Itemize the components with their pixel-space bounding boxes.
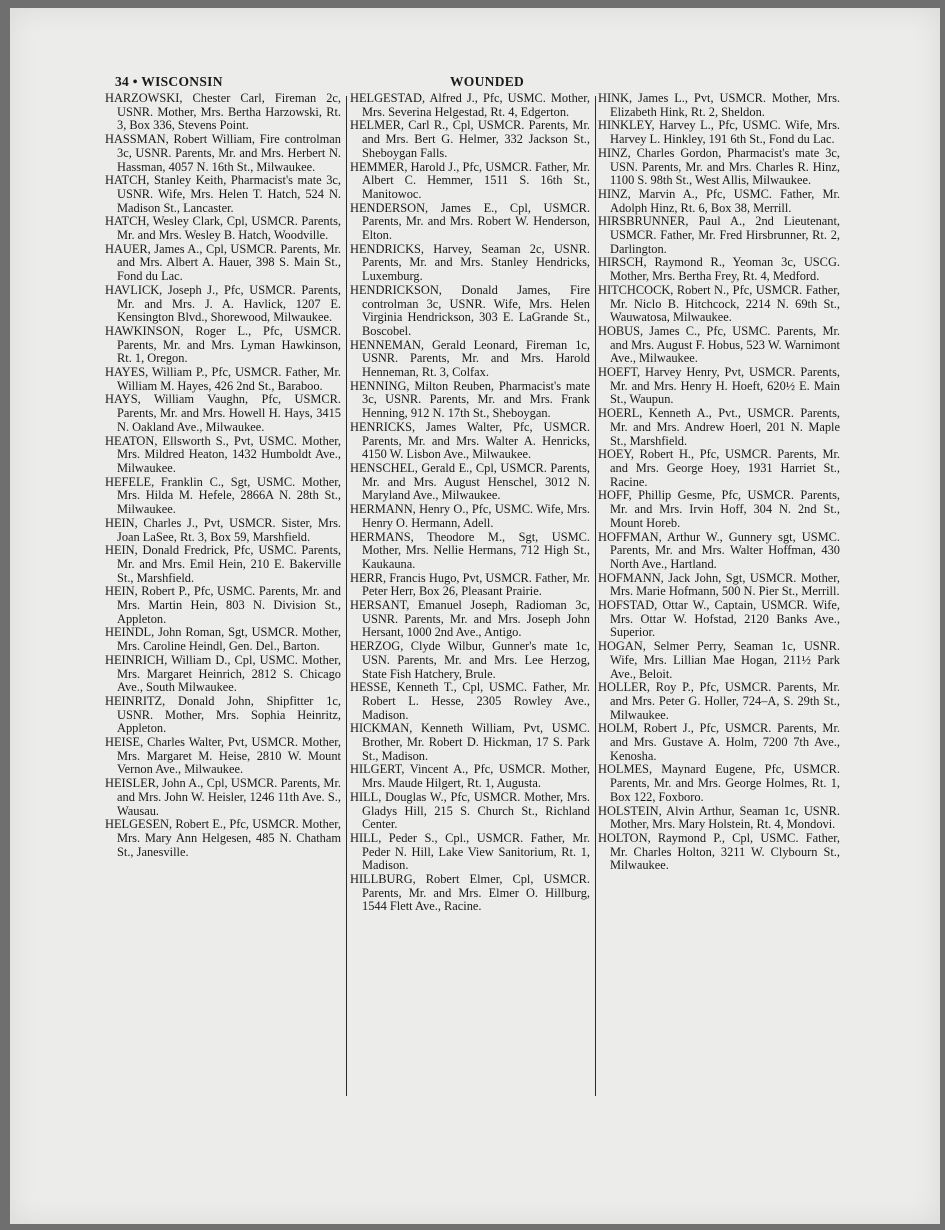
casualty-entry: HEISLER, John A., Cpl, USMCR. Parents, Mr. and Mrs. John W. Heisler, 1246 11th Ave. S., Wausau. bbox=[105, 776, 341, 818]
casualty-entry: HERSANT, Emanuel Joseph, Radioman 3c, USNR. Parents, Mr. and Mrs. Joseph John Hersant, 1000 2nd Ave., Antigo. bbox=[350, 598, 590, 640]
casualty-entry: HATCH, Stanley Keith, Pharmacist's mate 3c, USNR. Wife, Mrs. Helen T. Hatch, 524 N. Madison St., Lancaster. bbox=[105, 173, 341, 215]
casualty-entry: HAUER, James A., Cpl, USMCR. Parents, Mr. and Mrs. Albert A. Hauer, 398 S. Main St., Fond du Lac. bbox=[105, 241, 341, 284]
casualty-entry: HILL, Douglas W., Pfc, USMCR. Mother, Mrs. Gladys Hill, 215 S. Church St., Richland Center. bbox=[350, 789, 590, 832]
casualty-entry: HINK, James L., Pvt, USMCR. Mother, Mrs. Elizabeth Hink, Rt. 2, Sheldon. bbox=[598, 92, 840, 119]
casualty-entry: HIRSBRUNNER, Paul A., 2nd Lieutenant, USMCR. Father, Mr. Fred Hirsbrunner, Rt. 2, Darlington. bbox=[598, 214, 840, 256]
text-column-1 bbox=[105, 92, 341, 1112]
casualty-entry: HEATON, Ellsworth S., Pvt, USMC. Mother, Mrs. Mildred Heaton, 1432 Humboldt Ave., Milwaukee. bbox=[105, 433, 341, 475]
casualty-entry: HEINDL, John Roman, Sgt, USMCR. Mother, Mrs. Caroline Heindl, Gen. Del., Barton. bbox=[105, 625, 341, 654]
casualty-entry: HENDRICKSON, Donald James, Fire controlman 3c, USNR. Wife, Mrs. Helen Virginia Hendrickson, 303 E. LaGrande St., Boscobel. bbox=[350, 282, 590, 338]
casualty-entry: HOFFMAN, Arthur W., Gunnery sgt, USMC. Parents, Mr. and Mrs. Walter Hoffman, 430 North Ave., Hartland. bbox=[598, 529, 840, 571]
casualty-entry: HINKLEY, Harvey L., Pfc, USMC. Wife, Mrs. Harvey L. Hinkley, 191 6th St., Fond du Lac. bbox=[598, 118, 840, 147]
page-header bbox=[115, 74, 857, 94]
casualty-entry: HELGESTAD, Alfred J., Pfc, USMC. Mother, Mrs. Severina Helgestad, Rt. 4, Edgerton. bbox=[350, 92, 590, 119]
casualty-entry: HARZOWSKI, Chester Carl, Fireman 2c, USNR. Mother, Mrs. Bertha Harzowski, Rt. 3, Box 336, Stevens Point. bbox=[105, 92, 341, 133]
casualty-entry: HICKMAN, Kenneth William, Pvt, USMC. Brother, Mr. Robert D. Hickman, 17 S. Park St., Madison. bbox=[350, 721, 590, 763]
casualty-entry: HOLMES, Maynard Eugene, Pfc, USMCR. Parents, Mr. and Mrs. George Holmes, Rt. 1, Box 122, Foxboro. bbox=[598, 762, 840, 804]
casualty-entry: HOFMANN, Jack John, Sgt, USMCR. Mother, Mrs. Marie Hofmann, 500 N. Pier St., Merrill. bbox=[598, 570, 840, 599]
casualty-entry: HAVLICK, Joseph J., Pfc, USMCR. Parents, Mr. and Mrs. J. A. Havlick, 1207 E. Kensington Blvd., Shorewood, Milwaukee. bbox=[105, 282, 341, 325]
casualty-entry: HINZ, Charles Gordon, Pharmacist's mate 3c, USN. Parents, Mr. and Mrs. Charles R. Hinz, 1100 S. 98th St., West Allis, Milwaukee. bbox=[598, 145, 840, 188]
casualty-entry: HENNING, Milton Reuben, Pharmacist's mate 3c, USNR. Parents, Mr. and Mrs. Frank Henning, 912 N. 17th St., Sheboygan. bbox=[350, 378, 590, 421]
casualty-entry: HOFSTAD, Ottar W., Captain, USMCR. Wife, Mrs. Ottar W. Hofstad, 2120 Banks Ave., Superior. bbox=[598, 598, 840, 640]
casualty-entry: HESSE, Kenneth T., Cpl, USMC. Father, Mr. Robert L. Hesse, 2305 Rowley Ave., Madison. bbox=[350, 680, 590, 722]
casualty-entry: HEMMER, Harold J., Pfc, USMCR. Father, Mr. Albert C. Hemmer, 1511 S. 16th St., Manitowoc. bbox=[350, 159, 590, 201]
casualty-entry: HENNEMAN, Gerald Leonard, Fireman 1c, USNR. Parents, Mr. and Mrs. Harold Henneman, Rt. 3, Colfax. bbox=[350, 337, 590, 380]
state-name: WISCONSIN bbox=[141, 74, 223, 89]
casualty-entry: HEIN, Robert P., Pfc, USMC. Parents, Mr. and Mrs. Martin Hein, 803 N. Division St., Appleton. bbox=[105, 584, 341, 626]
casualty-entry: HERMANS, Theodore M., Sgt, USMC. Mother, Mrs. Nellie Hermans, 712 High St., Kaukauna. bbox=[350, 529, 590, 571]
casualty-entry: HOLLER, Roy P., Pfc, USMCR. Parents, Mr. and Mrs. Peter G. Holler, 724–A, S. 29th St., Milwaukee. bbox=[598, 680, 840, 722]
casualty-entry: HIRSCH, Raymond R., Yeoman 3c, USCG. Mother, Mrs. Bertha Frey, Rt. 4, Medford. bbox=[598, 255, 840, 284]
casualty-entry: HATCH, Wesley Clark, Cpl, USMCR. Parents, Mr. and Mrs. Wesley B. Hatch, Woodville. bbox=[105, 214, 341, 243]
casualty-entry: HERZOG, Clyde Wilbur, Gunner's mate 1c, USN. Parents, Mr. and Mrs. Lee Herzog, State Fish Hatchery, Brule. bbox=[350, 639, 590, 681]
casualty-entry: HEIN, Charles J., Pvt, USMCR. Sister, Mrs. Joan LaSee, Rt. 3, Box 59, Marshfield. bbox=[105, 515, 341, 544]
casualty-entry: HASSMAN, Robert William, Fire controlman 3c, USNR. Parents, Mr. and Mrs. Herbert N. Hassman, 4057 N. 16th St., Milwaukee. bbox=[105, 132, 341, 174]
column-divider bbox=[346, 96, 347, 1096]
page-number: 34 bbox=[115, 74, 130, 89]
casualty-entry: HERMANN, Henry O., Pfc, USMC. Wife, Mrs. Henry O. Hermann, Adell. bbox=[350, 502, 590, 530]
casualty-entry: HOGAN, Selmer Perry, Seaman 1c, USNR. Wife, Mrs. Lillian Mae Hogan, 211½ Park Ave., Beloit. bbox=[598, 639, 840, 681]
casualty-entry: HOEFT, Harvey Henry, Pvt, USMCR. Parents, Mr. and Mrs. Henry H. Hoeft, 620½ E. Main St., Waupun. bbox=[598, 365, 840, 407]
casualty-entry: HAYES, William P., Pfc, USMCR. Father, Mr. William M. Hayes, 426 2nd St., Baraboo. bbox=[105, 365, 341, 393]
casualty-entry: HELMER, Carl R., Cpl, USMCR. Parents, Mr. and Mrs. Bert G. Helmer, 332 Jackson St., Sheboygan Falls. bbox=[350, 118, 590, 160]
text-column-3 bbox=[598, 92, 840, 1112]
casualty-entry: HOBUS, James C., Pfc, USMC. Parents, Mr. and Mrs. August F. Hobus, 523 W. Warnimont Ave., Milwaukee. bbox=[598, 323, 840, 366]
casualty-entry: HENDERSON, James E., Cpl, USMCR. Parents, Mr. and Mrs. Robert W. Henderson, Elton. bbox=[350, 200, 590, 243]
casualty-entry: HILLBURG, Robert Elmer, Cpl, USMCR. Parents, Mr. and Mrs. Elmer O. Hillburg, 1544 Flett Ave., Racine. bbox=[350, 872, 590, 914]
casualty-entry: HILGERT, Vincent A., Pfc, USMCR. Mother, Mrs. Maude Hilgert, Rt. 1, Augusta. bbox=[350, 762, 590, 791]
casualty-entry: HEFELE, Franklin C., Sgt, USMC. Mother, Mrs. Hilda M. Hefele, 2866A N. 28th St., Milwaukee. bbox=[105, 474, 341, 517]
header-bullet: • bbox=[132, 74, 138, 89]
casualty-entry: HILL, Peder S., Cpl., USMCR. Father, Mr. Peder N. Hill, Lake View Sanitorium, Rt. 1, Madison. bbox=[350, 830, 590, 873]
casualty-entry: HOFF, Phillip Gesme, Pfc, USMCR. Parents, Mr. and Mrs. Irvin Hoff, 304 N. 2nd St., Mount Horeb. bbox=[598, 488, 840, 530]
section-title: WOUNDED bbox=[450, 74, 525, 89]
casualty-entry: HOERL, Kenneth A., Pvt., USMCR. Parents, Mr. and Mrs. Andrew Hoerl, 201 N. Maple St., Marshfield. bbox=[598, 406, 840, 448]
casualty-entry: HOLSTEIN, Alvin Arthur, Seaman 1c, USNR. Mother, Mrs. Mary Holstein, Rt. 4, Mondovi. bbox=[598, 803, 840, 832]
text-column-2 bbox=[350, 92, 590, 1112]
casualty-entry: HAYS, William Vaughn, Pfc, USMCR. Parents, Mr. and Mrs. Howell H. Hays, 3415 N. Oakland Ave., Milwaukee. bbox=[105, 392, 341, 434]
casualty-entry: HENRICKS, James Walter, Pfc, USMCR. Parents, Mr. and Mrs. Walter A. Henricks, 4150 W. Lisbon Ave., Milwaukee. bbox=[350, 419, 590, 462]
casualty-entry: HEIN, Donald Fredrick, Pfc, USMC. Parents, Mr. and Mrs. Emil Hein, 210 E. Bakerville St., Marshfield. bbox=[105, 543, 341, 585]
casualty-entry: HOLM, Robert J., Pfc, USMCR. Parents, Mr. and Mrs. Gustave A. Holm, 7200 7th Ave., Kenosha. bbox=[598, 721, 840, 763]
casualty-entry: HAWKINSON, Roger L., Pfc, USMCR. Parents, Mr. and Mrs. Lyman Hawkinson, Rt. 1, Oregon. bbox=[105, 323, 341, 366]
casualty-entry: HOEY, Robert H., Pfc, USMCR. Parents, Mr. and Mrs. George Hoey, 1931 Harriet St., Racine. bbox=[598, 447, 840, 489]
column-divider bbox=[595, 96, 596, 1096]
casualty-entry: HINZ, Marvin A., Pfc, USMC. Father, Mr. Adolph Hinz, Rt. 6, Box 38, Merrill. bbox=[598, 186, 840, 215]
casualty-entry: HENSCHEL, Gerald E., Cpl, USMCR. Parents, Mr. and Mrs. August Henschel, 3012 N. Maryland Ave., Milwaukee. bbox=[350, 460, 590, 503]
casualty-entry: HOLTON, Raymond P., Cpl, USMC. Father, Mr. Charles Holton, 3211 W. Clybourn St., Milwaukee. bbox=[598, 830, 840, 873]
casualty-entry: HEISE, Charles Walter, Pvt, USMCR. Mother, Mrs. Margaret M. Heise, 2810 W. Mount Vernon Ave., Milwaukee. bbox=[105, 735, 341, 777]
casualty-entry: HENDRICKS, Harvey, Seaman 2c, USNR. Parents, Mr. and Mrs. Stanley Hendricks, Luxemburg. bbox=[350, 241, 590, 284]
casualty-entry: HERR, Francis Hugo, Pvt, USMCR. Father, Mr. Peter Herr, Box 26, Pleasant Prairie. bbox=[350, 570, 590, 599]
casualty-entry: HELGESEN, Robert E., Pfc, USMCR. Mother, Mrs. Mary Ann Helgesen, 485 N. Chatham St., Janesville. bbox=[105, 817, 341, 859]
casualty-entry: HITCHCOCK, Robert N., Pfc, USMCR. Father, Mr. Niclo B. Hitchcock, 2214 N. 69th St., Wauwatosa, Milwaukee. bbox=[598, 282, 840, 325]
header-left bbox=[115, 74, 223, 90]
casualty-entry: HEINRICH, William D., Cpl, USMC. Mother, Mrs. Margaret Heinrich, 2812 S. Chicago Ave., South Milwaukee. bbox=[105, 652, 341, 695]
casualty-entry: HEINRITZ, Donald John, Shipfitter 1c, USNR. Mother, Mrs. Sophia Heinritz, Appleton. bbox=[105, 693, 341, 736]
